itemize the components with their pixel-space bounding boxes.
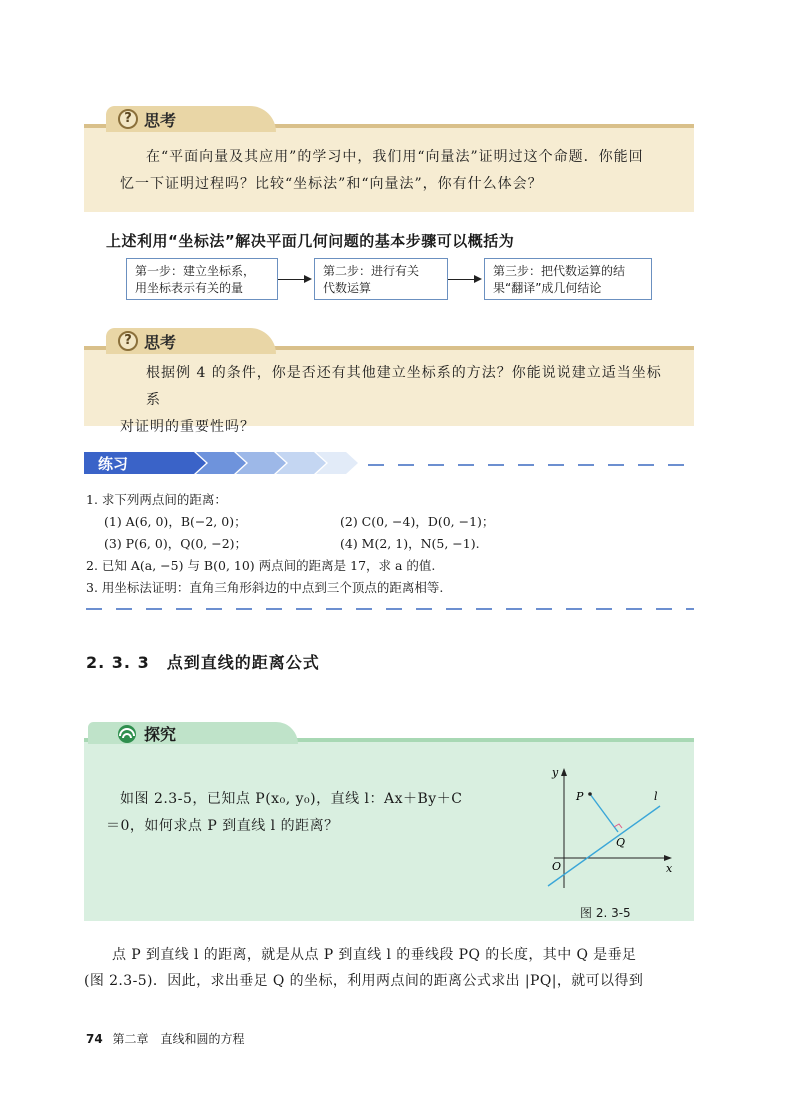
arrow-1-head — [304, 275, 312, 283]
step-2-text: 第二步：进行有关 — [323, 264, 420, 278]
arrow-2 — [448, 279, 476, 280]
step-3-text: 第三步：把代数运算的结 — [493, 264, 626, 278]
fig-label-y: y — [552, 766, 559, 779]
exercise-1-4: (4) M(2, 1)，N(5, −1). — [340, 536, 480, 551]
practice-label: 练习 — [98, 455, 129, 473]
exercise-3: 3. 用坐标法证明：直角三角形斜边的中点到三个顶点的距离相等. — [86, 580, 444, 595]
think-line: 在“平面向量及其应用”的学习中，我们用“向量法”证明过这个命题．你能回 — [146, 149, 644, 165]
explore-icon — [116, 724, 138, 744]
body-line-2: (图 2.3-5)．因此，求出垂足 Q 的坐标，利用两点间的距离公式求出 |PQ|，就可以得到 — [84, 973, 644, 989]
explore-body — [106, 786, 526, 840]
page-number: 74 — [86, 1032, 103, 1046]
think-box-1 — [84, 111, 694, 212]
step-2-box — [314, 258, 448, 300]
exercise-1-1: (1) A(6, 0)，B(−2, 0)； — [104, 514, 247, 529]
practice-dash-bottom — [86, 608, 694, 610]
practice-dash-top — [368, 464, 694, 466]
figure-2-3-5 — [534, 764, 684, 898]
explore-label: 探究 — [144, 725, 177, 744]
arrow-1 — [278, 279, 306, 280]
chapter-title: 第二章 直线和圆的方程 — [112, 1032, 245, 1046]
arrow-2-head — [474, 275, 482, 283]
question-icon: ? — [118, 109, 138, 129]
step-3-text: 果“翻译”成几何结论 — [493, 281, 602, 295]
fig-label-q: Q — [616, 836, 626, 849]
exercise-1-2: (2) C(0, −4)，D(0, −1)； — [340, 514, 495, 529]
think-body — [84, 350, 694, 453]
question-icon: ? — [118, 331, 138, 351]
think-body — [84, 128, 694, 210]
page-footer — [86, 1030, 245, 1047]
figure-caption: 图 2. 3-5 — [580, 906, 631, 920]
explore-box — [84, 725, 694, 921]
think-label: 思考 — [144, 111, 177, 130]
fig-label-x: x — [666, 862, 673, 875]
fig-label-p: P — [576, 790, 584, 803]
think-line: 忆一下证明过程吗？比较“坐标法”和“向量法”，你有什么体会？ — [120, 176, 543, 192]
step-3-box — [484, 258, 652, 300]
exercise-2: 2. 已知 A(a, −5) 与 B(0, 10) 两点间的距离是 17，求 a 的值. — [86, 558, 436, 573]
step-2-text: 代数运算 — [323, 281, 372, 295]
think-box-2 — [84, 333, 694, 435]
explore-line: 如图 2.3-5，已知点 P(x₀, y₀)，直线 l：Ax＋By＋C — [120, 791, 463, 807]
fig-label-l: l — [654, 790, 658, 803]
steps-intro: 上述利用“坐标法”解决平面几何问题的基本步骤可以概括为 — [106, 232, 515, 250]
explore-line: ＝0，如何求点 P 到直线 l 的距离？ — [106, 818, 339, 834]
step-1-box — [126, 258, 278, 300]
think-line: 对证明的重要性吗？ — [120, 419, 255, 435]
think-line: 根据例 4 的条件，你是否还有其他建立坐标系的方法？你能说说建立适当坐标系 — [146, 365, 662, 408]
exercise-1: 1. 求下列两点间的距离： — [86, 492, 227, 507]
section-title: 2. 3. 3 点到直线的距离公式 — [86, 653, 320, 672]
exercise-1-3: (3) P(6, 0)，Q(0, −2)； — [104, 536, 248, 551]
fig-label-o: O — [552, 860, 562, 873]
think-label: 思考 — [144, 333, 177, 352]
body-line-1: 点 P 到直线 l 的距离，就是从点 P 到直线 l 的垂线段 PQ 的长度，其中 Q 是垂足 — [112, 947, 637, 963]
step-1-text: 第一步：建立坐标系， — [135, 264, 256, 278]
step-1-text: 用坐标表示有关的量 — [135, 281, 244, 295]
